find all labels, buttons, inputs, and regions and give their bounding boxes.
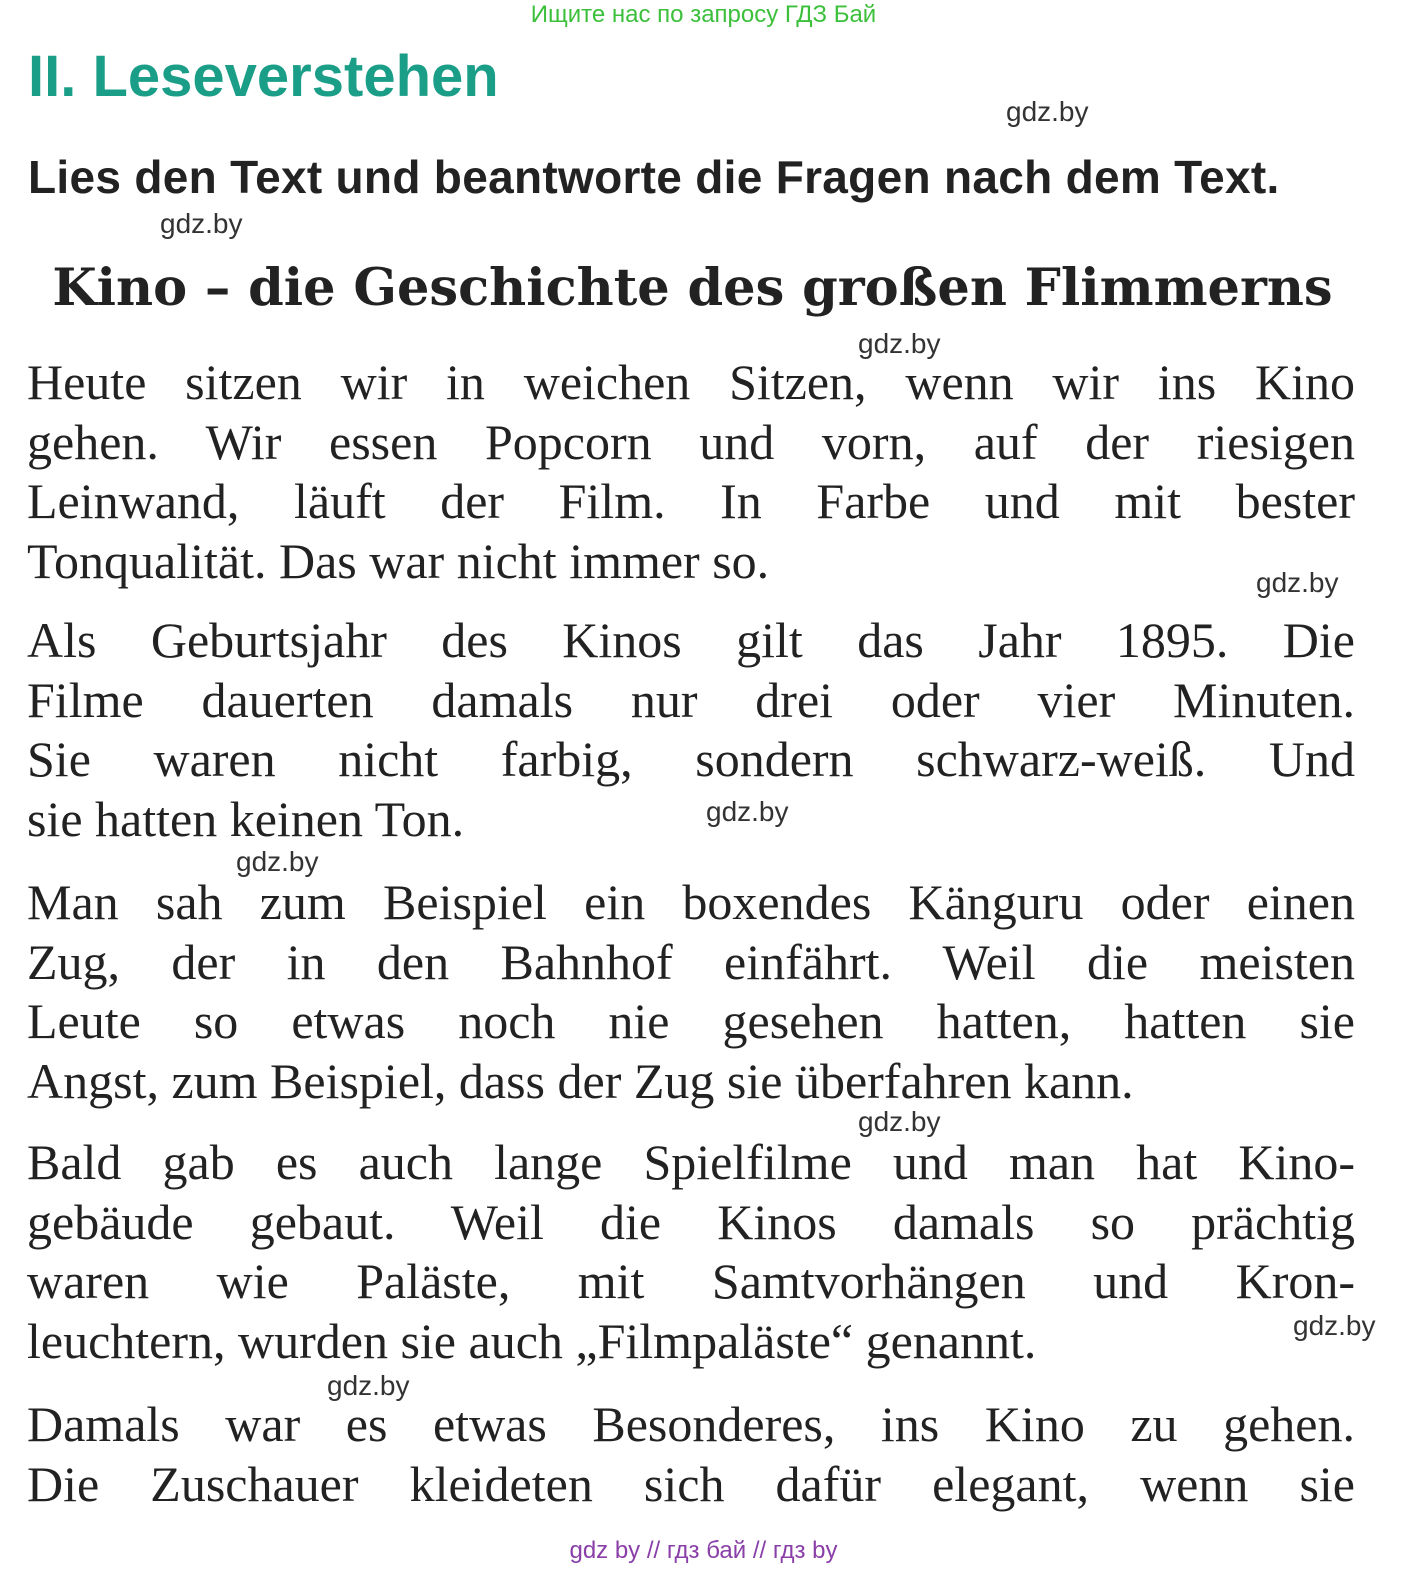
paragraph-4 [27,1133,1355,1371]
text-line: leuchtern, wurden sie auch „Filmpaläste“ genannt. [27,1312,1037,1369]
text-line: Als Geburtsjahr des Kinos gilt das Jahr 1895. Die [27,612,1355,668]
watermark: gdz.by [1293,1310,1376,1341]
text-line: Bald gab es auch lange Spielfilme und man hat Kino- [27,1134,1355,1190]
watermark: gdz.by [1256,567,1339,598]
text-line: Leute so etwas noch nie gesehen hatten, hatten sie [27,993,1355,1049]
text-line: Leinwand, läuft der Film. In Farbe und mit bester [27,473,1355,529]
paragraph-5 [27,1395,1355,1514]
watermark: gdz.by [160,208,243,239]
footer-links[interactable]: gdz by // гдз бай // гдз by [569,1537,838,1564]
watermark: gdz.by [858,1106,941,1137]
top-banner[interactable]: Ищите нас по запросу ГДЗ Бай [530,1,877,28]
text-line: Damals war es etwas Besonderes, ins Kino zu gehen. [27,1396,1355,1452]
watermark: gdz.by [1006,96,1089,127]
text-line: waren wie Paläste, mit Samtvorhängen und Kron- [27,1253,1355,1309]
instruction: Lies den Text und beantworte die Fragen nach dem Text. [28,151,1280,203]
text-line: Tonqualität. Das war nicht immer so. [27,532,770,589]
text-line: gebäude gebaut. Weil die Kinos damals so prächtig [27,1193,1355,1250]
paragraph-1 [27,353,1355,591]
watermark: gdz.by [327,1370,410,1401]
text-line: Die Zuschauer kleideten sich dafür elegant, wenn sie [27,1455,1355,1512]
text-line: Zug, der in den Bahnhof einfährt. Weil die meisten [27,933,1355,990]
text-line: Filme dauerten damals nur drei oder vier Minuten. [27,671,1355,728]
watermark: gdz.by [858,328,941,359]
text-line: Heute sitzen wir in weichen Sitzen, wenn wir ins Kino [27,354,1355,410]
watermark: gdz.by [236,846,319,877]
paragraph-3 [27,873,1355,1111]
watermark: gdz.by [706,796,789,827]
paragraph-2 [27,611,1355,849]
text-title: Kino – die Geschichte des großen Flimmerns [52,258,1333,318]
text-line: Man sah zum Beispiel ein boxendes Känguru oder einen [27,874,1355,930]
section-title: II. Leseverstehen [28,44,499,109]
text-line: Sie waren nicht farbig, sondern schwarz-weiß. Und [27,731,1355,787]
text-line: sie hatten keinen Ton. [27,790,465,847]
text-line: gehen. Wir essen Popcorn und vorn, auf der riesigen [27,413,1355,470]
text-line: Angst, zum Beispiel, dass der Zug sie überfahren kann. [27,1052,1134,1109]
